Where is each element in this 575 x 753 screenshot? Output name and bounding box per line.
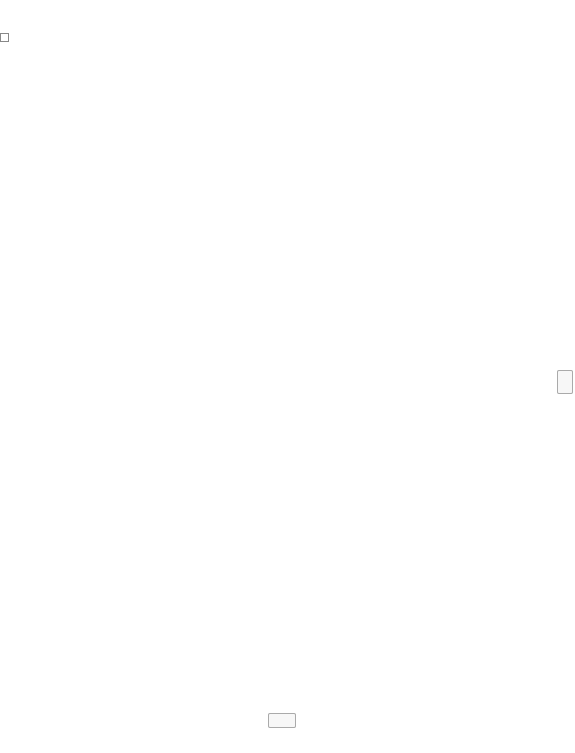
add-column-button[interactable]: [557, 370, 573, 394]
table-anchor-handle[interactable]: [0, 33, 9, 42]
add-row-button[interactable]: [268, 713, 296, 728]
table-resize-handle[interactable]: [558, 715, 572, 729]
